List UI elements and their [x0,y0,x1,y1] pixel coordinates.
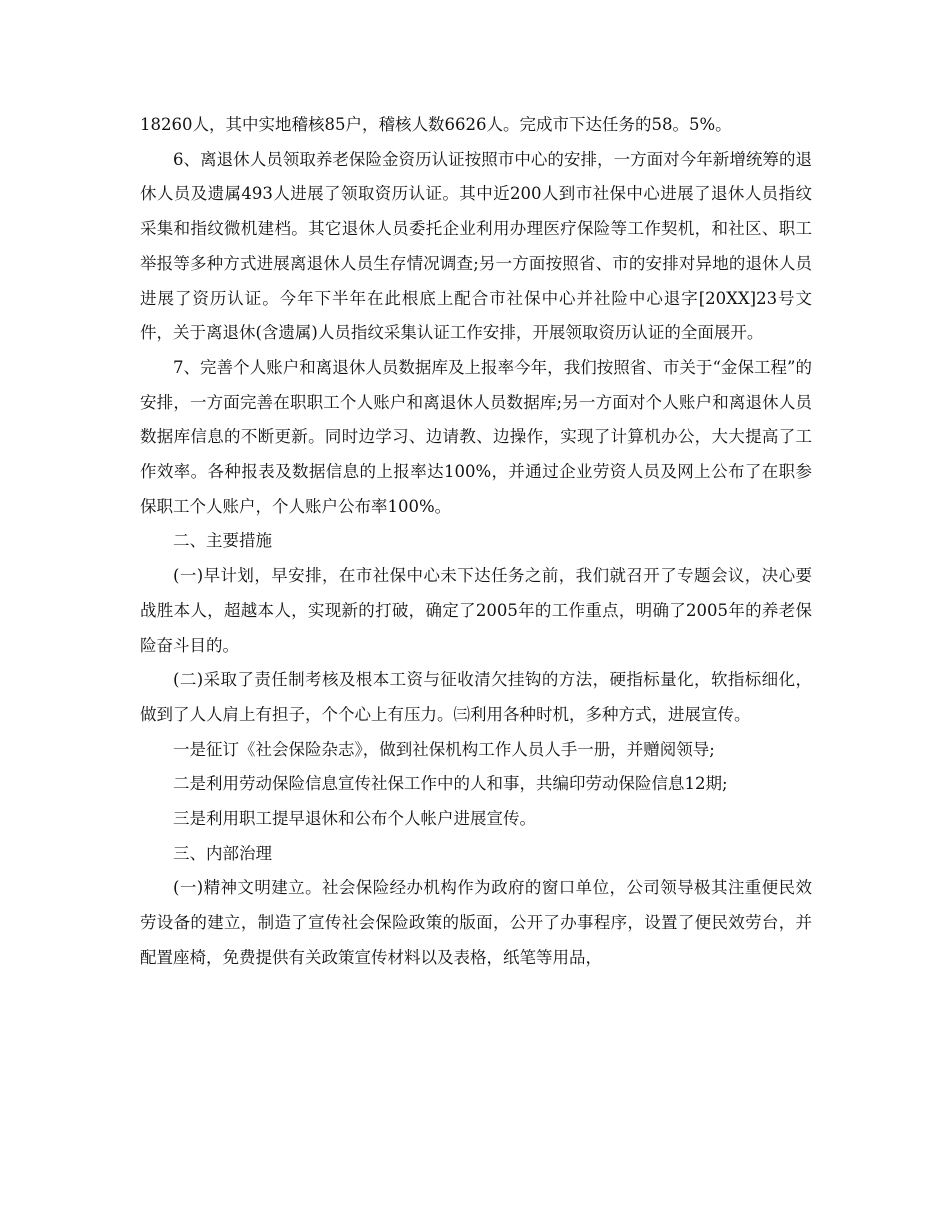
document-page [140,108,812,976]
paragraph-audit-summary: 18260人，其中实地稽核85户，稽核人数6626人。完成市下达任务的58。5%。 [140,115,732,134]
paragraph-retiree-certification: 6、离退休人员领取养老保险金资历认证按照市中心的安排，一方面对今年新增统筹的退休人员及遗属493人进展了领取资历认证。其中近200人到市社保中心进展了退休人员指纹采集和指纹微机建档。其它退休人员委托企业利用办理医疗保险等工作契机，和社区、职工举报等多种方式进展离退休人员生存情况调查;另一方面按照省、市的安排对异地的退休人员进展了资历认证。今年下半年在此根底上配合市社保中心并社险中心退字[20XX]23号文件，关于离退休(含遗属)人员指纹采集认证工作安排，开展领取资历认证的全面展开。 [140,149,812,343]
section-heading-internal-management: 三、内部治理 [173,843,272,863]
paragraph-civilization-building: (一)精神文明建立。社会保险经办机构作为政府的窗口单位，公司领导极其注重便民效劳设备的建立，制造了宣传社会保险政策的版面，公开了办事程序，设置了便民效劳台，并配置座椅，免费提供有关政策宣传材料以及表格，纸笔等用品， [140,878,812,967]
list-item-insurance-info: 二是利用劳动保险信息宣传社保工作中的人和事，共编印劳动保险信息12期; [173,774,728,794]
list-item-magazine: 一是征订《社会保险杂志》，做到社保机构工作人员人手一册，并赠阅领导; [173,739,715,759]
paragraph-responsibility-system: (二)采取了责任制考核及根本工资与征收清欠挂钩的方法，硬指标量化，软指标细化，做到了人人肩上有担子，个个心上有压力。㈢利用各种时机，多种方式，进展宣传。 [140,670,812,724]
paragraph-personal-accounts: 7、完善个人账户和离退休人员数据库及上报率今年，我们按照省、市关于“金保工程”的安排，一方面完善在职职工个人账户和离退休人员数据库;另一方面对个人账户和离退休人员数据库信息的不断更新。同时边学习、边请教、边操作，实现了计算机办公，大大提高了工作效率。各种报表及数据信息的上报率达100%，并通过企业劳资人员及网上公布了在职参保职工个人账户，个人账户公布率100%。 [140,357,812,516]
list-item-early-retirement: 三是利用职工提早退休和公布个人帐户进展宣传。 [173,809,536,829]
section-heading-main-measures: 二、主要措施 [173,531,272,551]
paragraph-early-planning: (一)早计划，早安排，在市社保中心未下达任务之前，我们就召开了专题会议，决心要战胜本人，超越本人，实现新的打破，确定了2005年的工作重点，明确了2005年的养老保险奋斗目的。 [140,566,812,655]
